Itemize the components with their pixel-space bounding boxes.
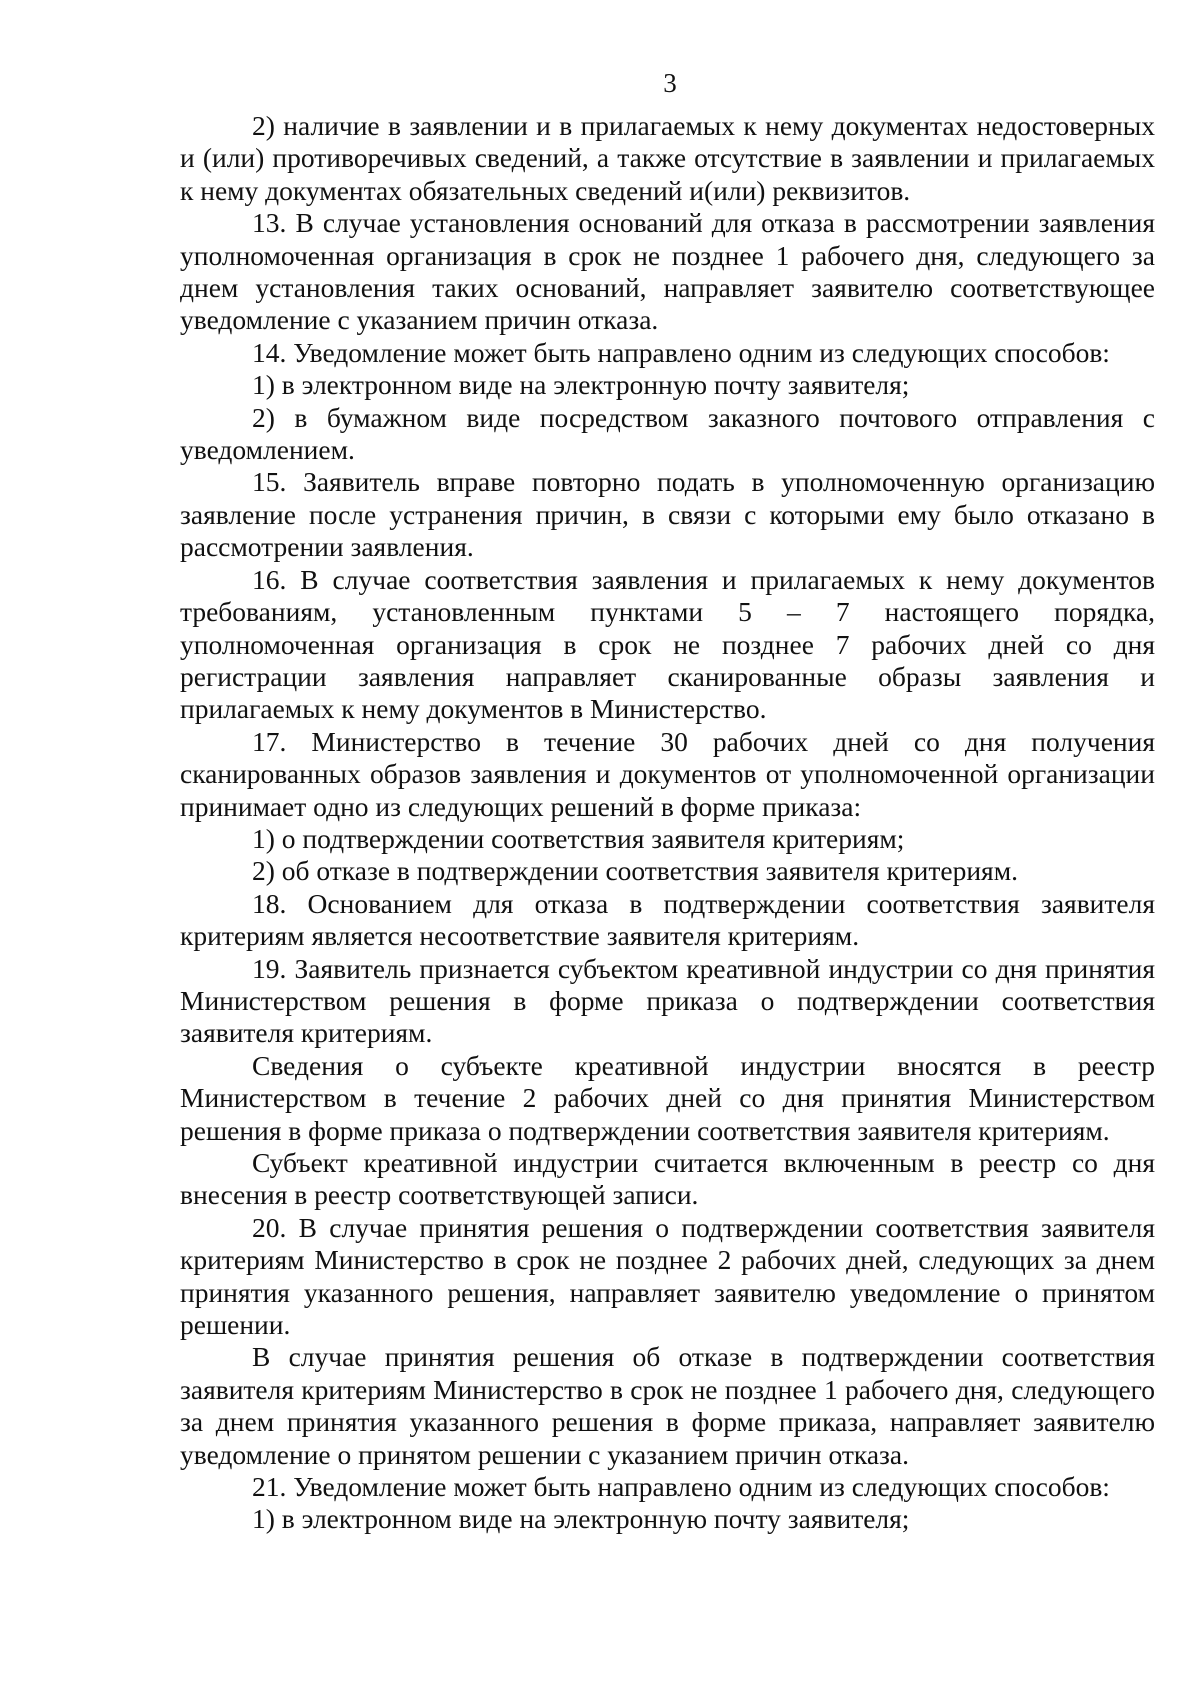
paragraph: 2) об отказе в подтверждении соответствия заявителя критериям.	[252, 855, 1018, 887]
page-number: 3	[663, 68, 677, 98]
paragraph: 2) наличие в заявлении и в прилагаемых к нему документах недостоверных и (или) противоречивых сведений, а также отсутствие в заявлении и прилагаемых к нему документах обязательных сведений и(или) реквизитов.	[180, 110, 1155, 206]
paragraph: 15. Заявитель вправе повторно подать в уполномоченную организацию заявление после устранения причин, в связи с которыми ему было отказано в рассмотрении заявления.	[180, 466, 1155, 563]
paragraph: 20. В случае принятия решения о подтверждении соответствия заявителя критериям Министерство в срок не позднее 2 рабочих дней, следующих за днем принятия указанного решения, направляет заявителю уведомление о принятом решении.	[180, 1211, 1155, 1341]
paragraph: 17. Министерство в течение 30 рабочих дней со дня получения сканированных образов заявления и документов от уполномоченной организации принимает одно из следующих решений в форме приказа:	[180, 725, 1155, 822]
paragraph: 13. В случае установления оснований для отказа в рассмотрении заявления уполномоченная организация в срок не позднее 1 рабочего дня, следующего за днем установления таких оснований, направляет заявителю соответствующее уведомление с указанием причин отказа.	[180, 207, 1155, 336]
paragraph: 1) о подтверждении соответствия заявителя критериям;	[252, 822, 905, 854]
paragraph: Сведения о субъекте креативной индустрии вносятся в реестр Министерством в течение 2 рабочих дней со дня принятия Министерством решения в форме приказа о подтверждении соответствия заявителя критериям.	[180, 1049, 1155, 1146]
paragraph: 1) в электронном виде на электронную почту заявителя;	[252, 369, 910, 401]
document-body	[180, 110, 1155, 1536]
paragraph: 2) в бумажном виде посредством заказного почтового отправления с уведомлением.	[180, 401, 1155, 466]
paragraph: 16. В случае соответствия заявления и прилагаемых к нему документов требованиям, установленным пунктами 5 – 7 настоящего порядка, уполномоченная организация в срок не позднее 7 рабочих дней со дня регистрации заявления направляет сканированные образы заявления и прилагаемых к нему документов в Министерство.	[180, 563, 1155, 725]
paragraph: 18. Основанием для отказа в подтверждении соответствия заявителя критериям является несоответствие заявителя критериям.	[180, 887, 1155, 952]
paragraph: 14. Уведомление может быть направлено одним из следующих способов:	[252, 336, 1110, 368]
paragraph: 21. Уведомление может быть направлено одним из следующих способов:	[252, 1471, 1110, 1503]
paragraph: 1) в электронном виде на электронную почту заявителя;	[252, 1503, 910, 1535]
paragraph: В случае принятия решения об отказе в подтверждении соответствия заявителя критериям Министерство в срок не позднее 1 рабочего дня, следующего за днем принятия указанного решения в форме приказа, направляет заявителю уведомление о принятом решении с указанием причин отказа.	[180, 1341, 1155, 1470]
paragraph: Субъект креативной индустрии считается включенным в реестр со дня внесения в реестр соответствующей записи.	[180, 1147, 1155, 1211]
paragraph: 19. Заявитель признается субъектом креативной индустрии со дня принятия Министерством решения в форме приказа о подтверждении соответствия заявителя критериям.	[180, 952, 1155, 1049]
